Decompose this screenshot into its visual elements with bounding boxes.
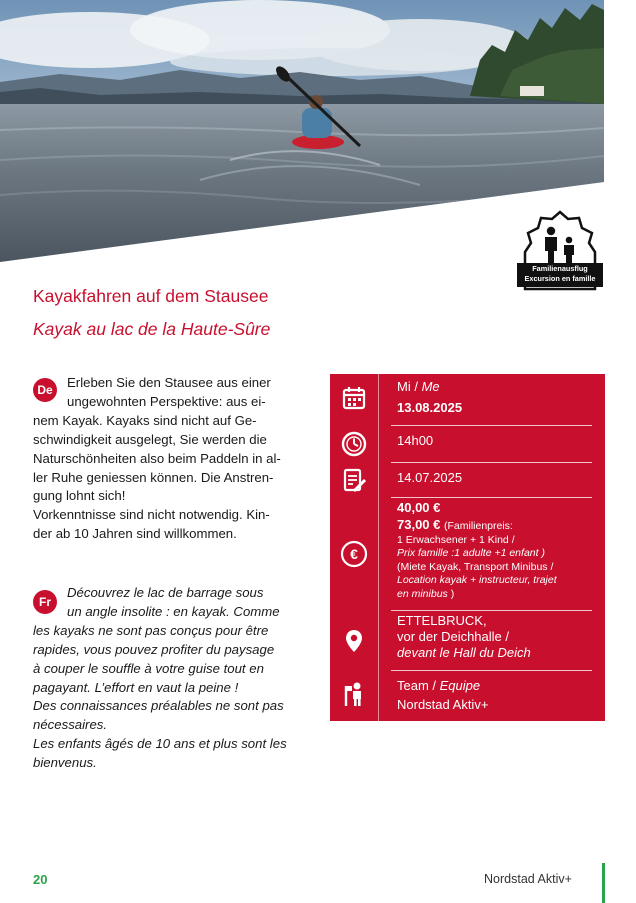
- text-line: nem Kayak. Kayaks sind nicht auf Ge-: [33, 412, 257, 428]
- date-text: [397, 379, 602, 416]
- date-value: 13.08.2025: [397, 400, 463, 415]
- deadline-value: 14.07.2025: [397, 470, 463, 485]
- price-family: 73,00 €: [397, 517, 441, 532]
- footer-accent-bar: [602, 863, 605, 903]
- svg-text:€: €: [350, 546, 358, 562]
- location-place-fr: devant le Hall du Deich: [397, 645, 531, 660]
- team-sep: /: [428, 678, 440, 693]
- text-line: ler Ruhe geniessen können. Die Anstren-: [33, 469, 274, 485]
- text-line: Naturschönheiten also beim Paddeln in al-: [33, 450, 281, 466]
- family-excursion-badge: [513, 209, 607, 291]
- text-line: Découvrez le lac de barrage sous: [67, 585, 264, 600]
- text-line: à couper le souffle à votre guise tout en: [33, 660, 264, 676]
- location-row: [330, 611, 605, 670]
- organizer-name: Nordstad Aktiv+: [397, 697, 489, 712]
- text-line: un angle insolite : en kayak. Comme: [67, 603, 280, 619]
- family-note-de: (Familienpreis:: [444, 520, 513, 532]
- included-de: (Miete Kayak, Transport Minibus /: [397, 560, 554, 573]
- calendar-icon: [340, 384, 368, 412]
- time-row: [330, 426, 605, 462]
- description-german: [33, 374, 305, 544]
- organizer-row: [330, 671, 605, 721]
- lang-badge-de: De: [33, 378, 57, 402]
- location-place-de: vor der Deichhalle /: [397, 629, 509, 644]
- organizer-text: [397, 678, 602, 713]
- text-line: schwindigkeit ausgelegt, Sie werden die: [33, 431, 267, 447]
- text-line: bienvenus.: [33, 755, 97, 771]
- location-pin-icon: [340, 627, 368, 655]
- page-number: 20: [33, 872, 48, 887]
- day-fr: Me: [421, 379, 440, 394]
- lang-badge-fr: Fr: [33, 590, 57, 614]
- text-line: Les enfants âgés de 10 ans et plus sont les: [33, 736, 287, 752]
- team-label-fr: Equipe: [439, 678, 481, 693]
- info-box: [330, 374, 605, 721]
- time-value: 14h00: [397, 433, 434, 448]
- title-french: Kayak au lac de la Haute-Sûre: [33, 319, 271, 339]
- registration-icon: [340, 466, 368, 494]
- team-label-de: Team: [397, 678, 429, 693]
- text-line: Vorkenntnisse sind nicht notwendig. Kin-: [33, 507, 270, 523]
- text-line: der ab 10 Jahren sind willkommen.: [33, 526, 237, 542]
- location-city: ETTELBRUCK,: [397, 613, 487, 628]
- guide-icon: [340, 680, 368, 708]
- included-fr-1: Location kayak + instructeur, trajet: [397, 574, 557, 586]
- badge-caption: [513, 264, 607, 284]
- footer-brand: Nordstad Aktiv+: [484, 872, 572, 886]
- description-french: [33, 584, 305, 773]
- price-adult: 40,00 €: [397, 500, 441, 515]
- text-line: Erleben Sie den Stausee aus einer: [67, 375, 271, 390]
- price-row: [330, 498, 605, 610]
- title-german: Kayakfahren auf dem Stausee: [33, 286, 269, 306]
- price-text: [397, 500, 602, 601]
- family-note-fr: Prix famille :1 adulte +1 enfant ): [397, 547, 545, 559]
- family-note-de-2: 1 Erwachsener + 1 Kind /: [397, 533, 515, 546]
- included-close: ): [447, 587, 455, 600]
- registration-deadline-row: [330, 463, 605, 497]
- text-line: Des connaissances préalables ne sont pas: [33, 698, 284, 714]
- badge-line-fr: Excursion en famille: [524, 274, 596, 283]
- text-line: nécessaires.: [33, 717, 108, 733]
- text-line: gung lohnt sich!: [33, 488, 126, 504]
- text-line: les kayaks ne sont pas conçus pour être: [33, 622, 269, 638]
- clock-icon: [340, 430, 368, 458]
- text-line: pagayant. L’effort en vaut la peine !: [33, 679, 239, 695]
- text-line: rapides, vous pouvez profiter du paysage: [33, 641, 275, 657]
- text-line: ungewohnten Perspektive: aus ei-: [67, 393, 266, 409]
- euro-icon: [340, 540, 368, 568]
- day-sep: /: [410, 379, 422, 394]
- included-fr-2: en minibus: [397, 587, 448, 600]
- location-text: [397, 613, 602, 661]
- date-row: [330, 374, 605, 425]
- badge-line-de: Familienausflug: [532, 264, 588, 273]
- day-de: Mi: [397, 379, 411, 394]
